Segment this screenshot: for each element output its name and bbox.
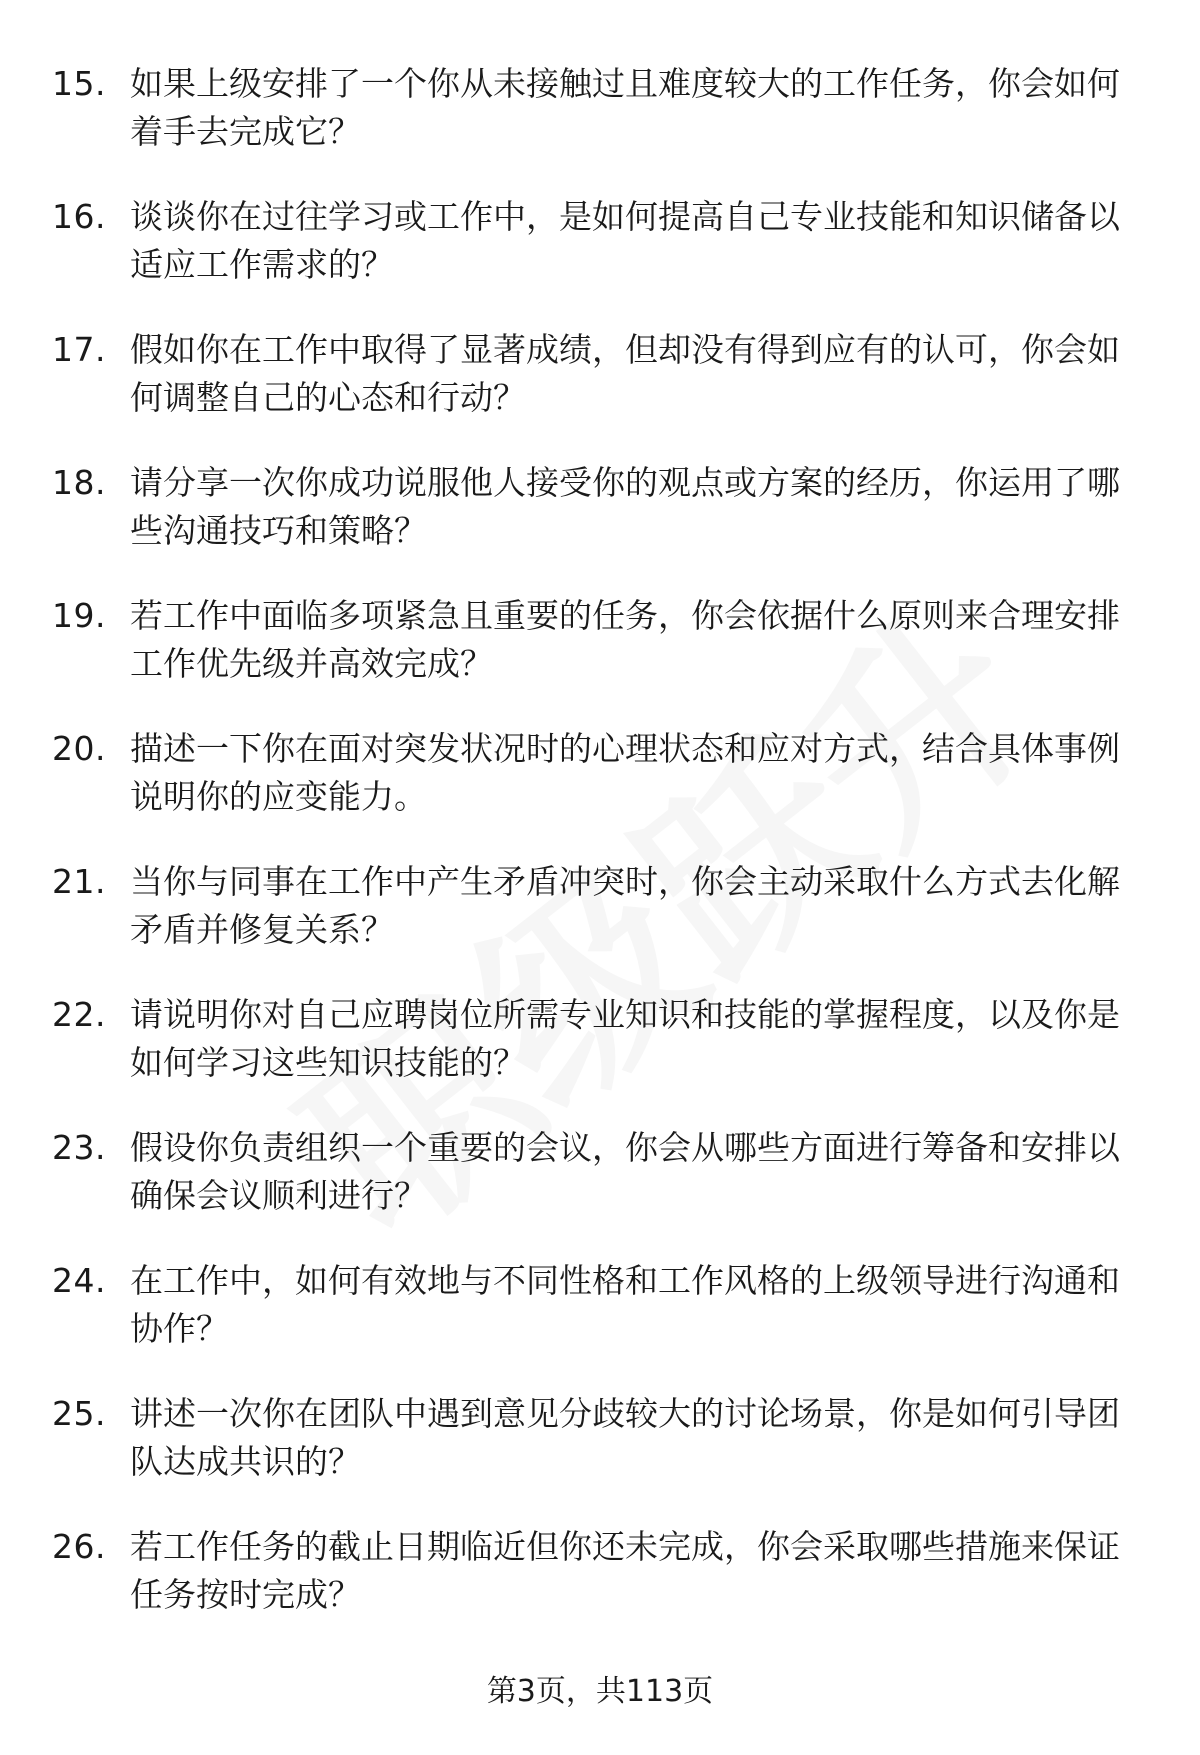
question-number: 17. [52,330,106,369]
question-text: 讲述一次你在团队中遇到意见分歧较大的讨论场景，你是如何引导团队达成共识的？ [130,1394,1120,1481]
list-item [52,991,1152,1124]
question-text: 若工作中面临多项紧急且重要的任务，你会依据什么原则来合理安排工作优先级并高效完成？ [130,596,1120,683]
list-item [52,1257,1152,1390]
question-number: 15. [52,64,106,103]
question-number: 25. [52,1394,106,1433]
list-item [52,725,1152,858]
list-item [52,60,1152,193]
question-text: 请说明你对自己应聘岗位所需专业知识和技能的掌握程度，以及你是如何学习这些知识技能的？ [130,995,1120,1082]
list-item [52,326,1152,459]
question-number: 20. [52,729,106,768]
question-text: 请分享一次你成功说服他人接受你的观点或方案的经历，你运用了哪些沟通技巧和策略？ [130,463,1120,550]
question-number: 26. [52,1527,106,1566]
list-item [52,592,1152,725]
list-item [52,1390,1152,1523]
question-number: 16. [52,197,106,236]
question-list [52,60,1152,1656]
question-text: 假设你负责组织一个重要的会议，你会从哪些方面进行筹备和安排以确保会议顺利进行？ [130,1128,1120,1215]
page-footer: 第3页，共113页 [486,1674,714,1709]
question-text: 如果上级安排了一个你从未接触过且难度较大的工作任务，你会如何着手去完成它？ [130,64,1120,151]
question-number: 19. [52,596,106,635]
question-text: 假如你在工作中取得了显著成绩，但却没有得到应有的认可，你会如何调整自己的心态和行动？ [130,330,1120,417]
question-text: 描述一下你在面对突发状况时的心理状态和应对方式，结合具体事例说明你的应变能力。 [130,729,1120,816]
question-number: 23. [52,1128,106,1167]
question-text: 在工作中，如何有效地与不同性格和工作风格的上级领导进行沟通和协作？ [130,1261,1120,1348]
question-number: 22. [52,995,106,1034]
list-item [52,193,1152,326]
question-number: 21. [52,862,106,901]
list-item [52,858,1152,991]
list-item [52,1124,1152,1257]
question-text: 若工作任务的截止日期临近但你还未完成，你会采取哪些措施来保证任务按时完成？ [130,1527,1120,1614]
question-number: 18. [52,463,106,502]
question-text: 谈谈你在过往学习或工作中，是如何提高自己专业技能和知识储备以适应工作需求的？ [130,197,1120,284]
question-number: 24. [52,1261,106,1300]
list-item [52,459,1152,592]
question-text: 当你与同事在工作中产生矛盾冲突时，你会主动采取什么方式去化解矛盾并修复关系？ [130,862,1120,949]
list-item [52,1523,1152,1656]
